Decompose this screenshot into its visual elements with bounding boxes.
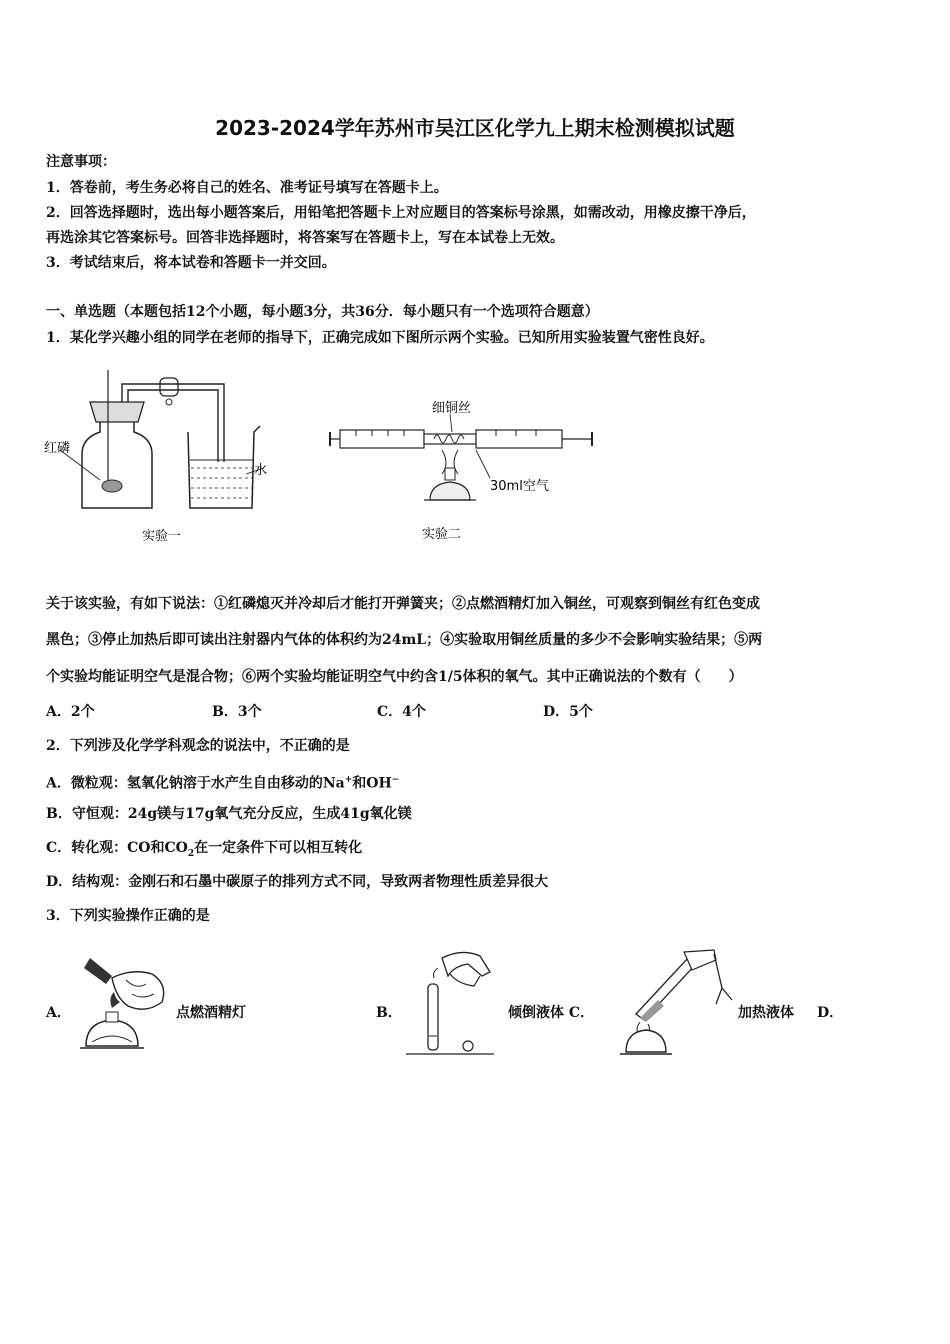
caption-experiment-two: 实验二	[422, 527, 462, 542]
q2-option-c	[46, 838, 362, 864]
question-1-stem: 1．某化学兴趣小组的同学在老师的指导下，正确完成如下图所示两个实验。已知所用实验装置气密性良好。	[46, 330, 714, 346]
experiment-two-figure	[326, 392, 606, 550]
q3-option-c-caption: 加热液体	[738, 1005, 794, 1021]
q2-option-c-sub: 2	[187, 848, 195, 859]
q3-option-a-caption: 点燃酒精灯	[176, 1005, 246, 1021]
q2-option-a-text: A．微粒观：氢氧化钠溶于水产生自由移动的Na	[46, 775, 345, 792]
notice-item: 2．回答选择题时，选出每小题答案后，用铅笔把答题卡上对应题目的答案标号涂黑，如需改动，用橡皮擦干净后，	[46, 205, 756, 221]
q3-figure-b	[402, 946, 498, 1060]
notice-heading: 注意事项：	[46, 154, 116, 170]
question-3-stem: 3．下列实验操作正确的是	[46, 908, 210, 924]
caption-experiment-one: 实验一	[142, 529, 182, 544]
question-1-text: 关于该实验，有如下说法：①红磷熄灭并冷却后才能打开弹簧夹；②点燃酒精灯加入铜丝，可观察到铜丝有红色变成	[46, 596, 760, 612]
q2-option-b: B．守恒观：24g镁与17g氧气充分反应，生成41g氧化镁	[46, 806, 412, 822]
q1-option-a: A．2个	[46, 704, 95, 720]
notice-item: 3．考试结束后，将本试卷和答题卡一并交回。	[46, 255, 336, 271]
q1-option-c: C．4个	[377, 704, 426, 720]
q2-option-a-sup: +	[344, 775, 353, 785]
label-red-phosphorus: 红磷	[44, 441, 71, 456]
experiment-one-figure	[40, 362, 270, 550]
q3-option-d-letter: D．	[817, 1005, 844, 1021]
label-copper-wire: 细铜丝	[432, 401, 472, 416]
q3-option-b-caption: 倾倒液体 C．	[508, 1005, 595, 1021]
label-30ml-air: 30ml空气	[490, 479, 549, 494]
notice-item: 再选涂其它答案标号。回答非选择题时，将答案写在答题卡上，写在本试卷上无效。	[46, 230, 564, 246]
question-2-stem: 2．下列涉及化学学科观念的说法中，不正确的是	[46, 738, 350, 754]
q1-option-d: D．5个	[543, 704, 593, 720]
q2-option-c-text2: 在一定条件下可以相互转化	[194, 840, 363, 856]
q3-figure-c	[618, 944, 738, 1060]
q2-option-c-text: C．转化观：CO和CO	[46, 840, 188, 856]
label-water: 水	[254, 463, 268, 478]
q2-option-a-text2: 和OH	[352, 775, 392, 792]
q2-option-d: D．结构观：金刚石和石墨中碳原子的排列方式不同，导致两者物理性质差异很大	[46, 874, 549, 890]
notice-item: 1．答卷前，考生务必将自己的姓名、准考证号填写在答题卡上。	[46, 180, 448, 196]
q1-option-b: B．3个	[212, 704, 262, 720]
question-1-text: 黑色；③停止加热后即可读出注射器内气体的体积约为24mL；④实验取用铜丝质量的多少不会影响实验结果；⑤两	[46, 632, 763, 648]
section-heading: 一、单选题（本题包括12个小题，每小题3分，共36分．每小题只有一个选项符合题意）	[46, 304, 599, 320]
page-title: 2023-2024学年苏州市吴江区化学九上期末检测模拟试题	[215, 116, 735, 140]
q3-option-a-letter: A．	[46, 1005, 71, 1021]
q2-option-a-sup2: −	[391, 775, 400, 785]
q3-figure-a	[72, 950, 172, 1060]
question-1-text: 个实验均能证明空气是混合物；⑥两个实验均能证明空气中约含1/5体积的氧气。其中正确说法的个数有（ ）	[46, 669, 743, 685]
q3-option-b-letter: B．	[376, 1005, 402, 1021]
q2-option-a	[46, 770, 399, 794]
